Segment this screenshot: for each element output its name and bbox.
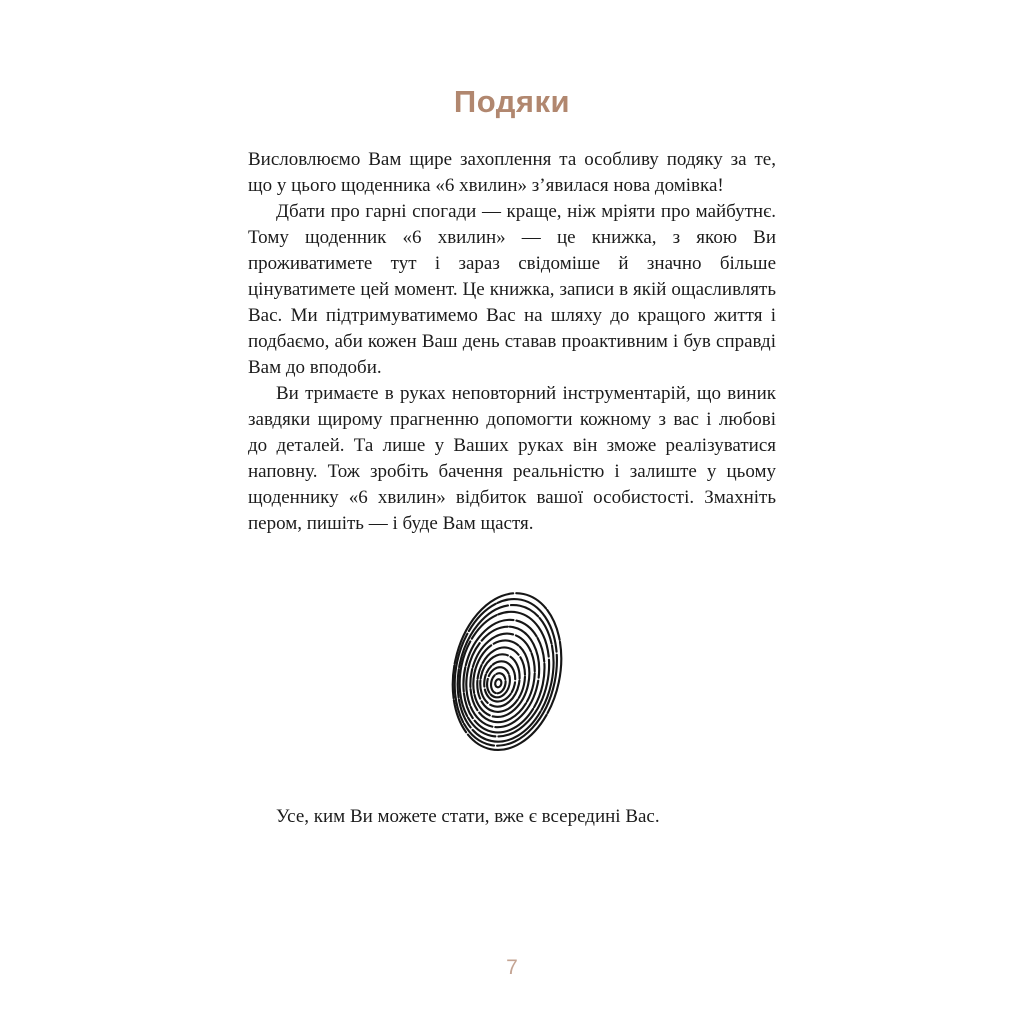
quote-text: Усе, ким Ви можете стати, вже є всередині Вас. <box>276 806 660 827</box>
page-number: 7 <box>506 956 518 979</box>
page-title: Подяки <box>453 84 571 119</box>
paragraph: Дбати про гарні спогади — краще, ніж мріяти про майбутнє. Тому щоденник «6 хвилин» — це книжка, з якою Ви проживатимете тут і зараз свідоміше й значно більше цінуватимете цей момент. Це книжка, записи в якій ощасливлять Вас. Ми підтримуватимемо Вас на шляху до кращого життя і подбаємо, аби кожен Ваш день ставав проактивним і був справді Вам до вподоби. <box>248 201 776 378</box>
paragraph: Висловлюємо Вам щире захоплення та особливу подяку за те, що у цього щоденника «6 хвилин» з’явилася нова домівка! <box>248 149 776 196</box>
paragraph: Ви тримаєте в руках неповторний інструментарій, що виник завдяки щирому прагненню допомогти кожному з вас і любові до деталей. Та лише у Ваших руках він зможе реалізуватися наповну. Тож зробіть бачення реальністю і залиште у цьому щоденнику «6 хвилин» відбиток вашої особистості. Змахніть пером, пишіть — і буде Вам щастя. <box>248 383 776 534</box>
fingerprint-icon <box>448 580 570 764</box>
body-text <box>248 147 776 537</box>
